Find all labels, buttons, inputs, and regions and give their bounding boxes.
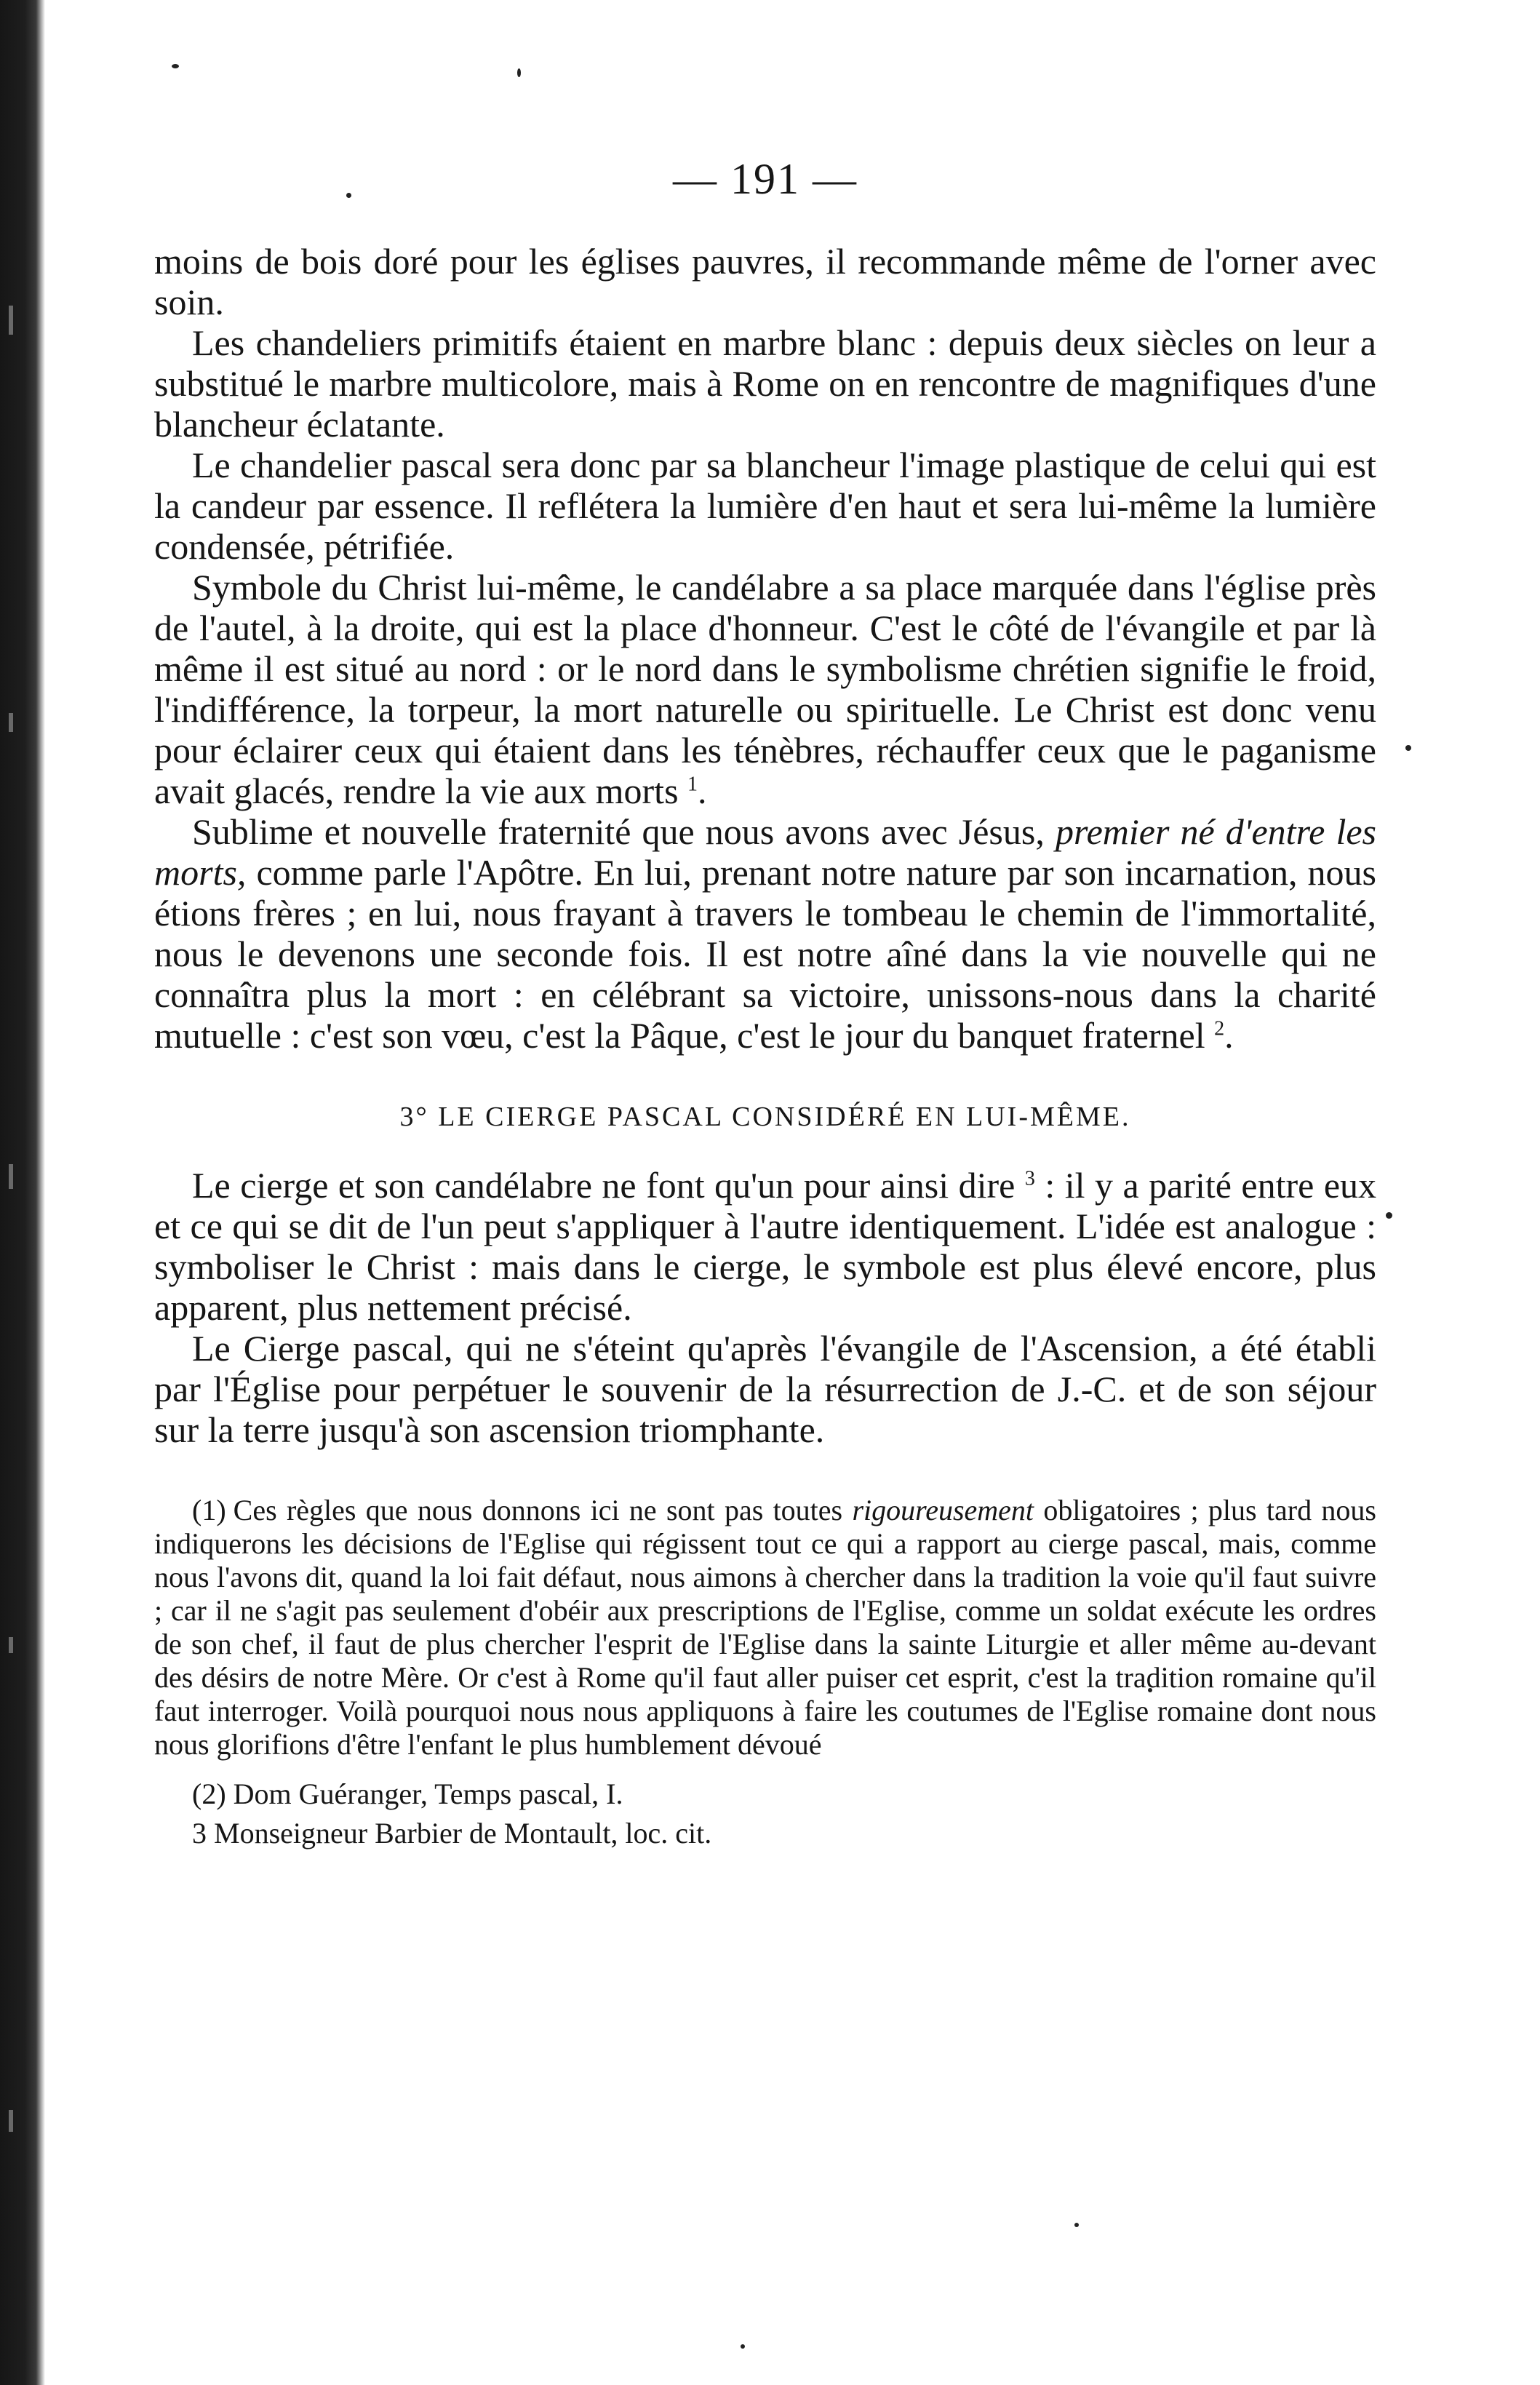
ink-speck [172, 64, 179, 68]
spine-speck [9, 1637, 13, 1653]
footnote-text: Monseigneur Barbier de Montault, loc. cit. [214, 1817, 712, 1850]
page-number: — 191 — [673, 155, 858, 203]
paragraph [154, 811, 1376, 1056]
footnote [154, 1817, 1376, 1850]
footnotes [154, 1494, 1376, 1850]
footnote-reference: 2 [1214, 1017, 1225, 1040]
paragraph-text: Le cierge et son candélabre ne font qu'un pour ainsi dire [192, 1165, 1016, 1206]
footnote-mark: (2) [192, 1777, 226, 1810]
book-page [154, 154, 1376, 1850]
footnote [154, 1777, 1376, 1811]
footnote-text: Ces règles que nous donnons ici ne sont pas toutes [233, 1494, 843, 1526]
footnote-text: Dom Guéranger, Temps pascal, I. [233, 1777, 623, 1810]
ink-speck [1074, 2223, 1079, 2227]
paragraph-text: Symbole du Christ lui-même, le candélabre a sa place marquée dans l'église près de l'autel, à la droite, qui est la place d'honneur. C'est le côté de l'évangile et par là même il est situé au nord : or le nord dans le symbolisme chrétien signifie le froid, l'indifférence, la torpeur, la mort naturelle ou spirituelle. Le Christ est donc venu pour éclairer ceux qui étaient dans les ténèbres, réchauffer ceux que le paganisme avait glacés, rendre la vie aux morts [154, 567, 1376, 811]
paragraph [154, 1165, 1376, 1328]
footnote-reference: 1 [687, 773, 698, 796]
spine-speck [9, 306, 13, 335]
ink-speck [517, 68, 521, 77]
footnote-text: obligatoires ; plus tard nous indiquerons les décisions de l'Eglise qui régissent tout ce qui a rapport au cierge pascal, mais, comme nous l'avons dit, quand la loi fait défaut, nous aimons à chercher dans la tradition la voie qu'il faut suivre ; car il ne s'agit pas seulement d'obéir aux prescriptions de l'Eglise, comme un soldat exécute les ordres de son chef, il faut de plus chercher l'esprit de l'Eglise dans la sainte Liturgie et aller même au-devant des désirs de notre Mère. Or c'est à Rome qu'il faut aller puiser cet esprit, c'est la tradition romaine qu'il faut interroger. Voilà pourquoi nous nous appliquons à faire les coutumes de l'Eglise romaine dont nous nous glorifions d'être l'enfant le plus humblement dévoué [154, 1494, 1376, 1761]
section-heading: 3° LE CIERGE PASCAL CONSIDÉRÉ EN LUI-MÊME. [399, 1102, 1131, 1132]
main-text [154, 241, 1376, 1450]
spine-speck [9, 1164, 13, 1189]
paragraph-text: . [698, 771, 707, 811]
paragraph: Les chandeliers primitifs étaient en marbre blanc : depuis deux siècles on leur a substitué le marbre multicolore, mais à Rome on en rencontre de magnifiques d'une blancheur éclatante. [154, 322, 1376, 445]
footnote-mark: 3 [192, 1817, 207, 1850]
paragraph: Le Cierge pascal, qui ne s'éteint qu'après l'évangile de l'Ascension, a été établi par l'Église pour perpétuer le souvenir de la résurrection de J.-C. et de son séjour sur la terre jusqu'à son ascension triomphante. [154, 1328, 1376, 1450]
footnote-reference: 3 [1024, 1167, 1035, 1190]
paragraph: moins de bois doré pour les églises pauvres, il recommande même de l'orner avec soin. [154, 241, 1376, 322]
footnote-italic: rigoureusement [852, 1494, 1034, 1526]
quotation-italic: premier né d'entre les morts, [154, 811, 1377, 893]
footnote-mark: (1) [192, 1494, 226, 1526]
spine-speck [9, 713, 13, 732]
spine-speck [9, 2110, 13, 2132]
ink-speck [741, 2344, 745, 2349]
paragraph-text: : il y a parité entre eux et ce qui se dit de l'un peut s'appliquer à l'autre identiquement. L'idée est analogue : symboliser le Christ : mais dans le cierge, le symbole est plus élevé encore, plus apparent, plus nettement précisé. [154, 1165, 1377, 1328]
paragraph-text: . [1224, 1015, 1234, 1056]
ink-speck [1405, 745, 1411, 751]
paragraph: Le chandelier pascal sera donc par sa blancheur l'image plastique de celui qui est la candeur par essence. Il reflétera la lumière d'en haut et sera lui-même la lumière condensée, pétrifiée. [154, 445, 1376, 567]
paragraph [154, 567, 1376, 811]
footnote [154, 1494, 1376, 1761]
paragraph-text: Sublime et nouvelle fraternité que nous avons avec Jésus, [192, 811, 1045, 852]
book-spine-shadow [0, 0, 45, 2385]
ink-speck [1386, 1212, 1392, 1219]
paragraph-text: comme parle l'Apôtre. En lui, prenant notre nature par son incarnation, nous étions frères ; en lui, nous frayant à travers le tombeau le chemin de l'immortalité, nous le devenons une seconde fois. Il est notre aîné dans la vie nouvelle qui ne connaîtra plus la mort : en célébrant sa victoire, unissons-nous dans la charité mutuelle : c'est son vœu, c'est la Pâque, c'est le jour du banquet fraternel [154, 852, 1376, 1056]
